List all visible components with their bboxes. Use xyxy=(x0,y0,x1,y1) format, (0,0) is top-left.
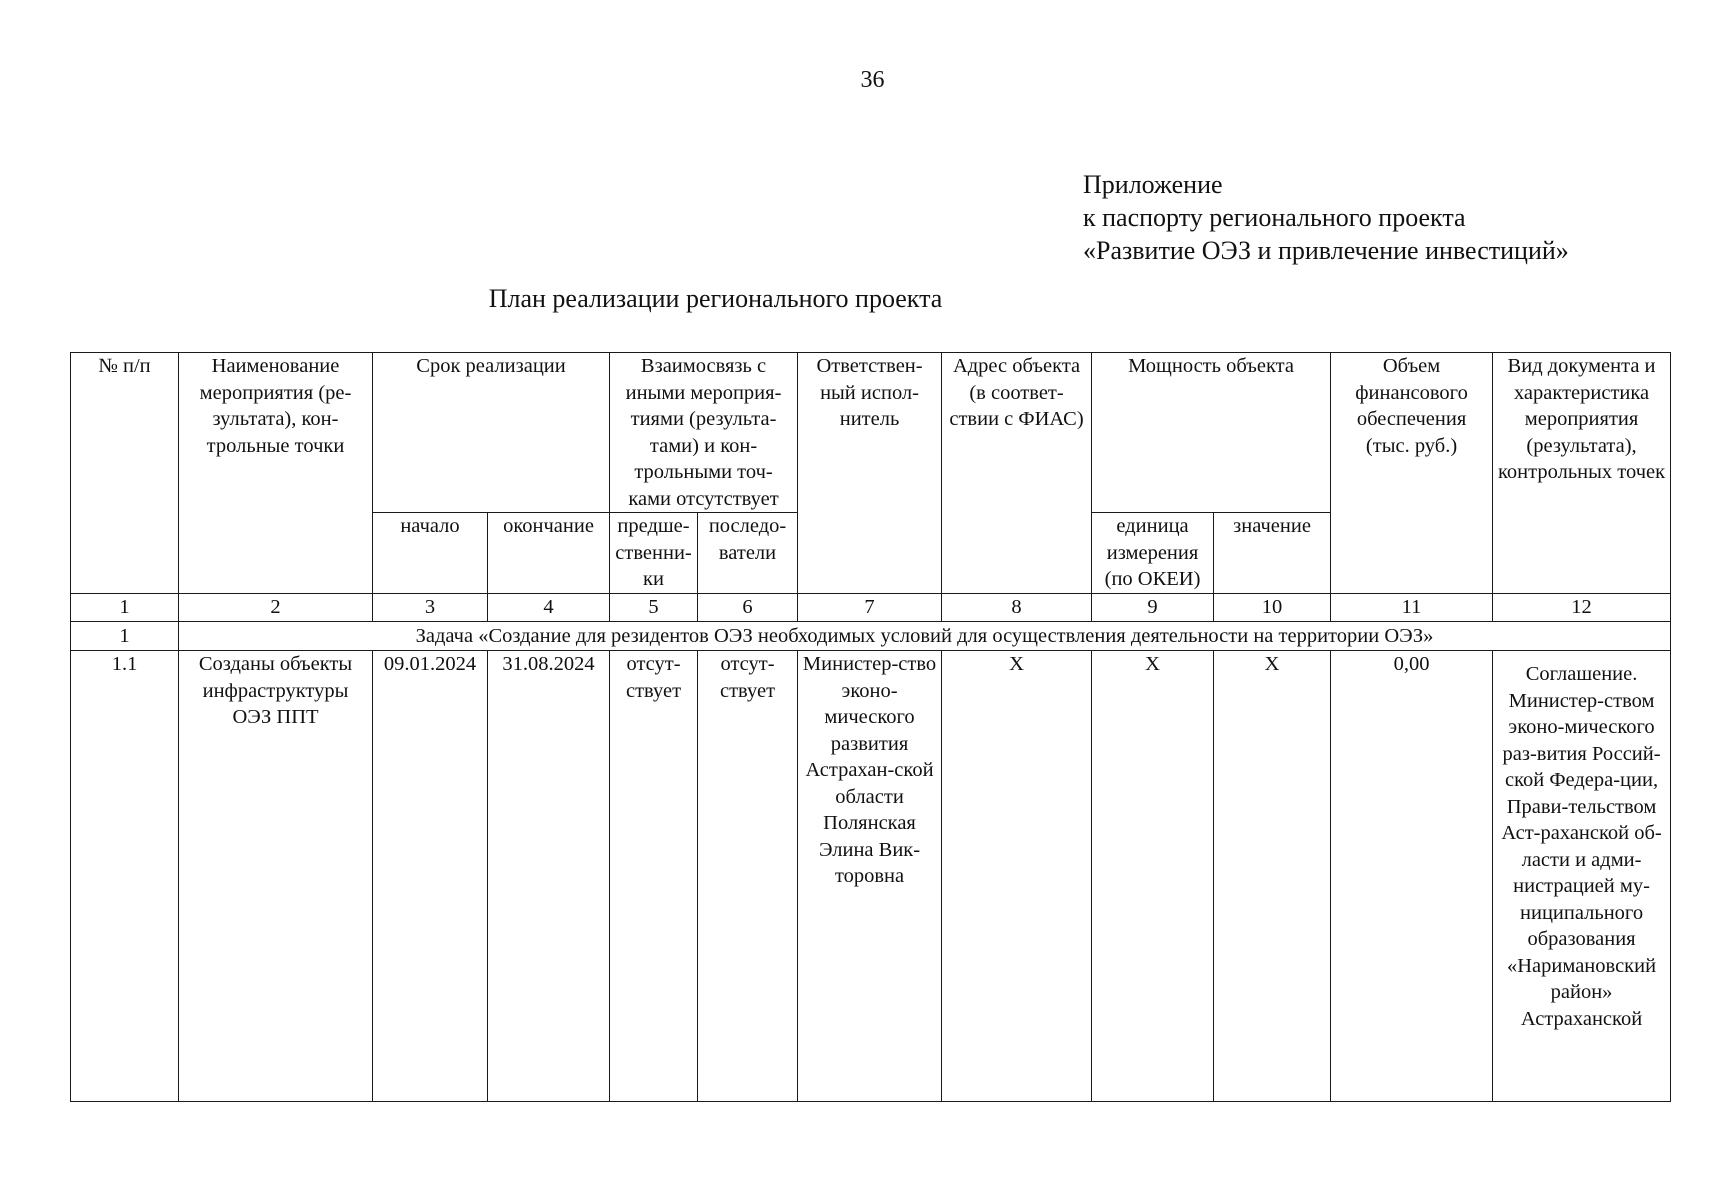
task-num: 1 xyxy=(71,622,179,651)
header-capacity-value: значение xyxy=(1214,513,1331,594)
header-row-top xyxy=(71,353,1671,513)
header-term-start: начало xyxy=(373,513,488,594)
row-address: X xyxy=(942,651,1092,1102)
column-number: 3 xyxy=(373,594,488,622)
header-relation: Взаимосвязь с иными мероприя-тиями (результа-тами) и кон-трольными точ-ками отсутствует xyxy=(610,353,798,513)
column-number: 2 xyxy=(179,594,373,622)
appendix-line-1: Приложение xyxy=(1083,170,1223,199)
header-finance: Объем финансового обеспечения (тыс. руб.) xyxy=(1331,353,1493,594)
header-name: Наименование мероприятия (ре-зультата), кон-трольные точки xyxy=(179,353,373,594)
column-number: 7 xyxy=(798,594,942,622)
header-num: № п/п xyxy=(71,353,179,594)
row-capacity-value: X xyxy=(1214,651,1331,1102)
column-number: 10 xyxy=(1214,594,1331,622)
row-doc-type: Соглашение. Министер-ством эконо-мического раз-вития Россий-ской Федера-ции, Прави-тельством Аст-раханской об-ласти и адми-нистрацией му-ниципального образования «Наримановский район» Астраханской xyxy=(1493,651,1671,1102)
column-number: 11 xyxy=(1331,594,1493,622)
document-title: План реализации регионального проекта xyxy=(488,284,943,313)
row-responsible: Министер-ство эконо-мического развития Астрахан-ской области Полянская Элина Вик-торовна xyxy=(798,651,942,1102)
column-number: 8 xyxy=(942,594,1092,622)
header-doc-type: Вид документа и характеристика мероприятия (результата), контрольных точек xyxy=(1493,353,1671,594)
header-relation-next: последо-ватели xyxy=(698,513,798,594)
header-responsible: Ответствен-ный испол-нитель xyxy=(798,353,942,594)
row-name: Созданы объекты инфраструктуры ОЭЗ ППТ xyxy=(179,651,373,1102)
appendix-header xyxy=(1083,168,1569,267)
header-capacity: Мощность объекта xyxy=(1092,353,1331,513)
appendix-line-3: «Развитие ОЭЗ и привлечение инвестиций» xyxy=(1083,236,1569,265)
row-successors: отсут-ствует xyxy=(698,651,798,1102)
row-finance: 0,00 xyxy=(1331,651,1493,1102)
column-number: 4 xyxy=(488,594,610,622)
page-number: 36 xyxy=(860,67,885,93)
header-relation-prev: предше-ственни-ки xyxy=(610,513,698,594)
column-number: 6 xyxy=(698,594,798,622)
row-predecessors: отсут-ствует xyxy=(610,651,698,1102)
header-address: Адрес объекта (в соответ-ствии с ФИАС) xyxy=(942,353,1092,594)
table-row xyxy=(71,651,1671,1102)
column-number: 9 xyxy=(1092,594,1214,622)
header-term: Срок реализации xyxy=(373,353,610,513)
row-end-date: 31.08.2024 xyxy=(488,651,610,1102)
header-term-end: окончание xyxy=(488,513,610,594)
header-capacity-unit: единица измерения (по ОКЕИ) xyxy=(1092,513,1214,594)
row-capacity-unit: X xyxy=(1092,651,1214,1102)
task-row xyxy=(71,622,1671,651)
column-number-row xyxy=(71,594,1671,622)
column-number: 12 xyxy=(1493,594,1671,622)
row-start-date: 09.01.2024 xyxy=(373,651,488,1102)
appendix-line-2: к паспорту регионального проекта xyxy=(1083,203,1466,232)
column-number: 5 xyxy=(610,594,698,622)
plan-table xyxy=(70,352,1671,1102)
column-number: 1 xyxy=(71,594,179,622)
task-text: Задача «Создание для резидентов ОЭЗ необходимых условий для осуществления деятельности на территории ОЭЗ» xyxy=(179,622,1671,651)
row-num: 1.1 xyxy=(71,651,179,1102)
